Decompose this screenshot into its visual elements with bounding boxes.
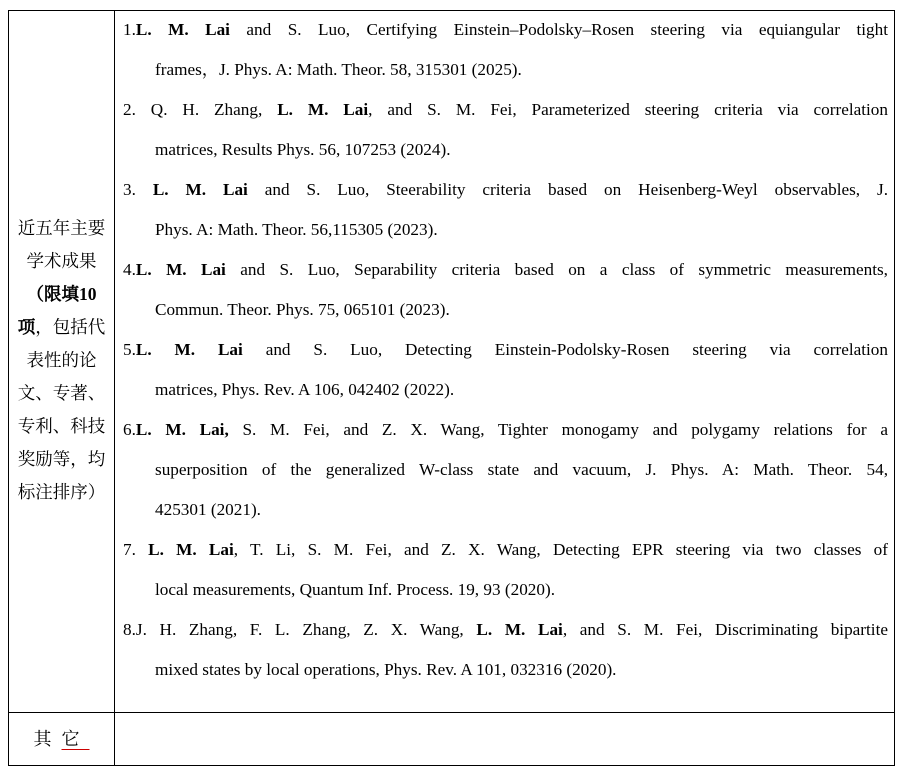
label-line: 学术成果 (26, 251, 97, 271)
label-line: 文、专著、 (17, 383, 106, 403)
publication-item (123, 530, 888, 610)
author-highlight: L. M. Lai (152, 180, 248, 199)
row-divider (9, 712, 894, 713)
author-highlight: L. M. Lai (135, 340, 243, 359)
other-label-cell (9, 713, 114, 766)
publication-line: 425301 (2021). (155, 500, 261, 519)
publication-line: frames，J. Phys. A: Math. Theor. 58, 315301 (2025). (155, 60, 522, 79)
publication-line: 8.J. H. Zhang, F. L. Zhang, Z. X. Wang, L. M. Lai, and S. M. Fei, Discriminating bipartite (123, 620, 888, 639)
author-highlight: L. M. Lai (148, 540, 234, 559)
publication-line: Phys. A: Math. Theor. 56,115305 (2023). (155, 220, 438, 239)
publication-line: 3. L. M. Lai and S. Luo, Steerability criteria based on Heisenberg-Weyl observables, J. (123, 180, 888, 199)
publication-item (123, 330, 888, 410)
publication-item (123, 250, 888, 330)
publication-list (123, 10, 888, 690)
author-highlight: L. M. Lai (135, 260, 226, 279)
publication-line: 2. Q. H. Zhang, L. M. Lai, and S. M. Fei, Parameterized steering criteria via correlation (123, 100, 888, 119)
column-divider (114, 11, 115, 765)
label-line (9, 278, 114, 311)
other-label-second: 它 (61, 729, 90, 749)
publication-line: 1.L. M. Lai and S. Luo, Certifying Einstein–Podolsky–Rosen steering via equiangular tight (123, 20, 888, 39)
author-highlight: L. M. Lai, (135, 420, 229, 439)
author-highlight: L. M. Lai (135, 20, 230, 39)
label-emphasis: 项 (17, 317, 36, 337)
publication-line: 4.L. M. Lai and S. Luo, Separability criteria based on a class of symmetric measurements, (123, 260, 888, 279)
publication-item (123, 90, 888, 170)
achievements-label-cell (9, 212, 114, 509)
label-line: 专利、科技 (17, 416, 106, 436)
label-line: 标注排序） (17, 482, 106, 502)
label-line: 近五年主要 (17, 218, 106, 238)
publication-item (123, 10, 888, 90)
publication-line: matrices, Results Phys. 56, 107253 (2024). (155, 140, 451, 159)
publication-item (123, 410, 888, 530)
author-highlight: L. M. Lai (476, 620, 563, 639)
publication-line: local measurements, Quantum Inf. Process. 19, 93 (2020). (155, 580, 555, 599)
publication-line: 5.L. M. Lai and S. Luo, Detecting Einstein-Podolsky-Rosen steering via correlation (123, 340, 888, 359)
publication-item (123, 170, 888, 250)
publication-item (123, 610, 888, 690)
label-line: 项，包括代 (17, 317, 106, 337)
publication-line: matrices, Phys. Rev. A 106, 042402 (2022). (155, 380, 455, 399)
author-highlight: L. M. Lai (277, 100, 369, 119)
label-emphasis: （限填10 (26, 284, 97, 304)
label-line: 表性的论 (26, 350, 97, 370)
publication-line: 7. L. M. Lai, T. Li, S. M. Fei, and Z. X. Wang, Detecting EPR steering via two classes of (123, 540, 888, 559)
publication-line: superposition of the generalized W-class state and vacuum, J. Phys. A: Math. Theor. 54, (155, 460, 888, 479)
publication-line: mixed states by local operations, Phys. Rev. A 101, 032316 (2020). (155, 660, 617, 679)
publication-line: Commun. Theor. Phys. 75, 065101 (2023). (155, 300, 450, 319)
publication-line: 6.L. M. Lai, S. M. Fei, and Z. X. Wang, Tighter monogamy and polygamy relations for a (123, 420, 888, 439)
label-line: 奖励等，均 (17, 449, 106, 469)
other-label-first: 其 (33, 729, 62, 749)
